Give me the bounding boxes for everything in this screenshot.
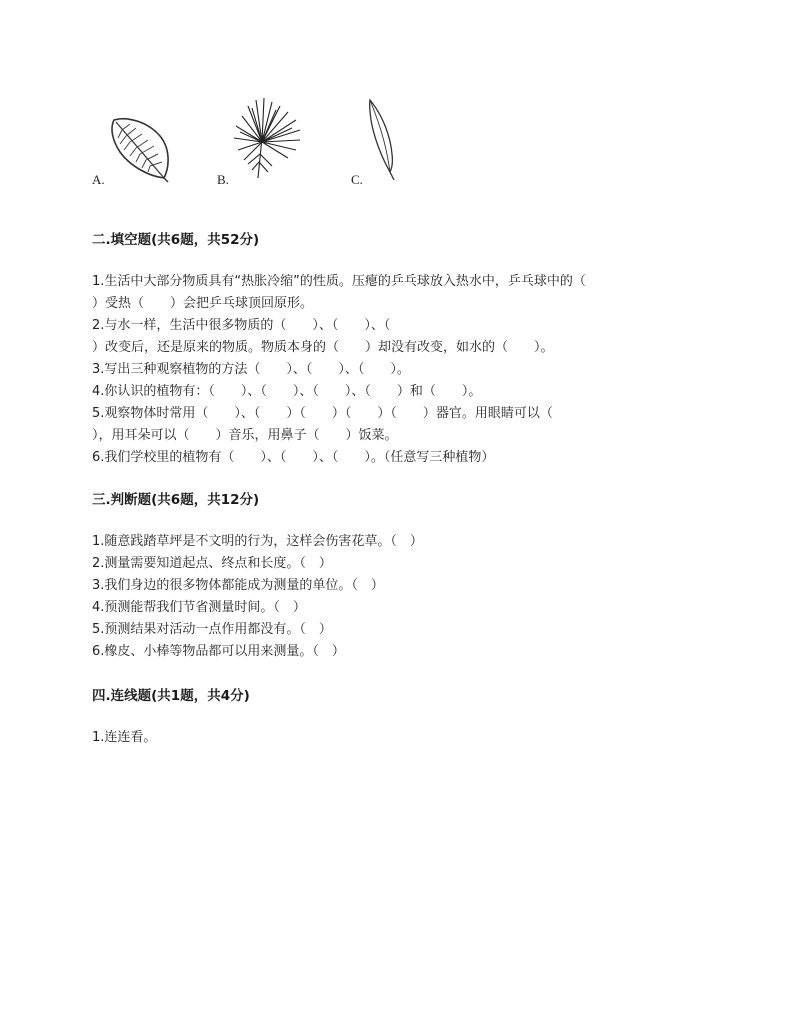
question-line: ）受热（ ）会把乒乓球顶回原形。 bbox=[92, 296, 314, 311]
question-line: 1.连连看。 bbox=[92, 730, 157, 745]
question-line: 4.预测能帮我们节省测量时间。（ ） bbox=[92, 600, 306, 615]
question-line: 4.你认识的植物有：（ ）、（ ）、（ ）、（ ）和（ ）。 bbox=[92, 384, 482, 399]
question-line: 3.写出三种观察植物的方法（ ）、（ ）、（ ）。 bbox=[92, 362, 410, 377]
question-line: 6.橡皮、小棒等物品都可以用来测量。（ ） bbox=[92, 644, 345, 659]
willow-leaf-image bbox=[366, 98, 402, 182]
section-heading-fill-blank: 二.填空题(共6题，共52分) bbox=[92, 232, 260, 248]
question-line: 5.预测结果对活动一点作用都没有。（ ） bbox=[92, 622, 332, 637]
option-c-label: C. bbox=[351, 172, 363, 187]
question-line: 6.我们学校里的植物有（ ）、（ ）、（ ）。（任意写三种植物） bbox=[92, 450, 495, 465]
question-line: 1.随意践踏草坪是不文明的行为，这样会伤害花草。（ ） bbox=[92, 534, 423, 549]
question-line: 3.我们身边的很多物体都能成为测量的单位。（ ） bbox=[92, 578, 384, 593]
question-line: ）改变后，还是原来的物质。物质本身的（ ）却没有改变，如水的（ ）。 bbox=[92, 340, 554, 355]
serrated-leaf-image bbox=[108, 112, 174, 184]
option-b-label: B. bbox=[217, 172, 229, 187]
question-line: 2.与水一样，生活中很多物质的（ ）、（ ）、（ bbox=[92, 318, 391, 333]
section-heading-true-false: 三.判断题(共6题，共12分) bbox=[92, 492, 260, 508]
pine-needles-image bbox=[232, 98, 304, 180]
question-line: 2.测量需要知道起点、终点和长度。（ ） bbox=[92, 556, 332, 571]
question-line: ），用耳朵可以（ ）音乐，用鼻子（ ）饭菜。 bbox=[92, 428, 398, 443]
option-a-label: A. bbox=[92, 172, 105, 187]
question-line: 1.生活中大部分物质具有“热胀冷缩”的性质。压瘪的乒乓球放入热水中，乒乓球中的（ bbox=[92, 274, 586, 289]
section-heading-matching: 四.连线题(共1题，共4分) bbox=[92, 688, 250, 704]
question-line: 5.观察物体时常用（ ）、（ ）（ ）（ ）（ ）器官。用眼睛可以（ bbox=[92, 406, 553, 421]
